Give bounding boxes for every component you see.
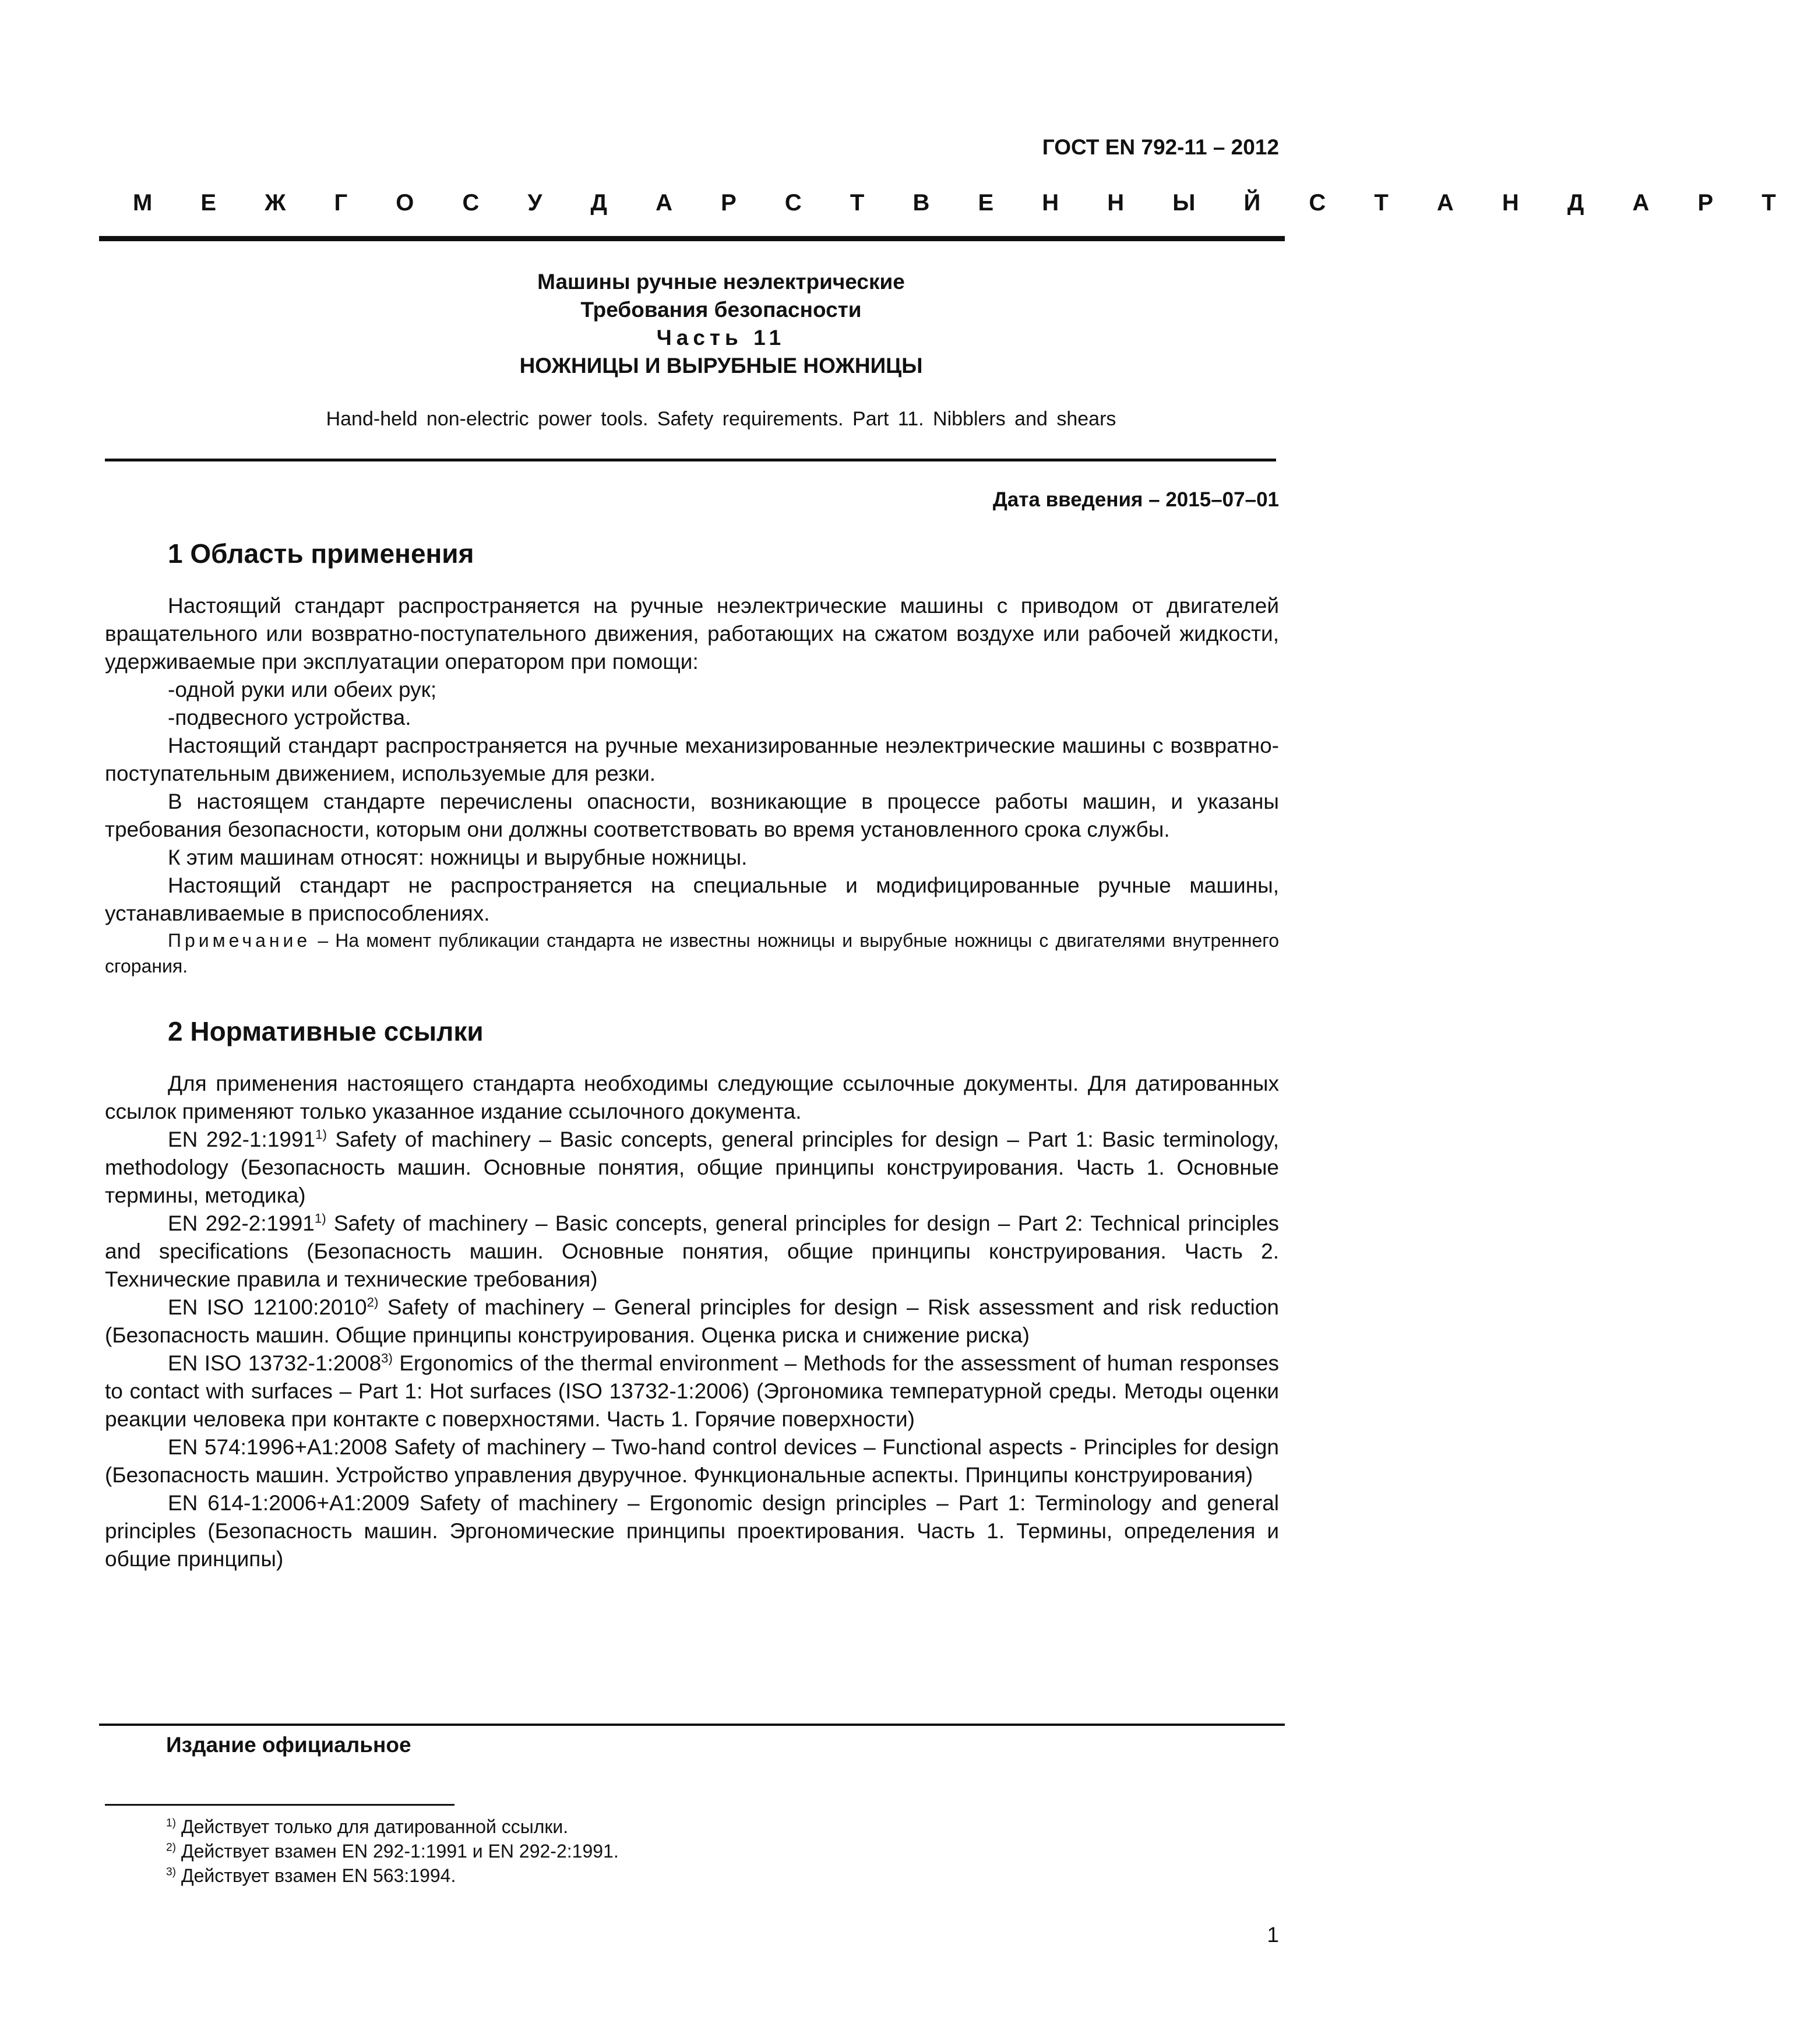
reference-code: EN 292-1:1991	[168, 1127, 316, 1151]
reference-item	[105, 1126, 1279, 1210]
official-divider	[99, 1724, 1285, 1726]
footnote	[166, 1839, 619, 1863]
title-line-2: Требования безопасности	[580, 298, 862, 322]
reference-code: EN 574:1996+A1:2008	[168, 1435, 387, 1459]
official-edition-label: Издание официальное	[166, 1733, 411, 1757]
reference-text: Safety of machinery – Basic concepts, general principles for design – Part 2: Technical principles and specifications (Безопасность машин. Основные понятия, общие принципы конструирования. Часть 2. Технические правила и технические требования)	[105, 1211, 1279, 1291]
section-1-paragraph: Настоящий стандарт распространяется на ручные механизированные неэлектрические машины с возвратно-поступательным движением, используемые для резки.	[105, 734, 1279, 785]
title-divider	[105, 459, 1276, 461]
section-1-paragraph: В настоящем стандарте перечислены опасности, возникающие в процессе работы машин, и указаны требования безопасности, которым они должны соответствовать во время установленного срока службы.	[105, 790, 1279, 841]
section-1-heading: 1 Область применения	[168, 538, 474, 569]
footnote-mark: 1)	[315, 1127, 327, 1142]
title-line-1: Машины ручные неэлектрические	[537, 270, 905, 294]
footnote-text: Действует взамен EN 563:1994.	[176, 1865, 456, 1886]
reference-code: EN 292-2:1991	[168, 1211, 315, 1235]
reference-text: Safety of machinery – Ergonomic design principles – Part 1: Terminology and general principles (Безопасность машин. Эргономические принципы проектирования. Часть 1. Термины, определения и общие принципы)	[105, 1491, 1279, 1571]
standard-type-heading: М Е Ж Г О С У Д А Р С Т В Е Н Н Ы Й С Т А Н Д А Р Т	[133, 190, 1797, 216]
footnote	[166, 1814, 619, 1839]
english-title: Hand-held non-electric power tools. Safety requirements. Part 11. Nibblers and shears	[326, 408, 1116, 430]
footnote-mark: 1)	[314, 1211, 326, 1226]
title-line-3: Часть 11	[656, 326, 786, 350]
title-line-4: НОЖНИЦЫ И ВЫРУБНЫЕ НОЖНИЦЫ	[519, 354, 923, 378]
reference-item	[105, 1489, 1279, 1573]
section-1-paragraph: Настоящий стандарт не распространяется на специальные и модифицированные ручные машины, устанавливаемые в приспособлениях.	[105, 873, 1279, 925]
note-text: – На момент публикации стандарта не известны ножницы и вырубные ножницы с двигателями внутреннего сгорания.	[105, 930, 1279, 977]
reference-code: EN 614-1:2006+A1:2009	[168, 1491, 410, 1515]
section-2-paragraph: Для применения настоящего стандарта необходимы следующие ссылочные документы. Для датированных ссылок применяют только указанное издание ссылочного документа.	[105, 1072, 1279, 1123]
footnote-mark: 2)	[367, 1295, 379, 1310]
document-body	[105, 524, 1279, 1573]
document-code: ГОСТ EN 792-11 – 2012	[1042, 135, 1279, 159]
footnotes	[166, 1814, 619, 1888]
reference-code: EN ISO 13732-1:2008	[168, 1351, 382, 1375]
footnote-text: Действует взамен EN 292-1:1991 и EN 292-2:1991.	[176, 1841, 619, 1862]
list-item: -одной руки или обеих рук;	[168, 678, 437, 702]
section-1-paragraph: К этим машинам относят: ножницы и вырубные ножницы.	[168, 845, 748, 869]
header-divider	[99, 236, 1285, 241]
reference-item	[105, 1433, 1279, 1489]
footnote-mark: 2)	[166, 1841, 177, 1854]
footnote-text: Действует только для датированной ссылки.	[176, 1816, 569, 1837]
page-number: 1	[1267, 1923, 1279, 1947]
note-label: Примечание	[168, 930, 311, 951]
introduction-date: Дата введения – 2015–07–01	[992, 488, 1279, 511]
reference-text: Ergonomics of the thermal environment – Methods for the assessment of human responses to contact with surfaces – Part 1: Hot surfaces (ISO 13732-1:2006) (Эргономика температурной среды. Методы оценки реакции человека при контакте с поверхностями. Часть 1. Горячие поверхности)	[105, 1351, 1279, 1431]
reference-text: Safety of machinery – General principles for design – Risk assessment and risk reduction (Безопасность машин. Общие принципы конструирования. Оценка риска и снижение риска)	[105, 1295, 1279, 1347]
reference-text: Safety of machinery – Basic concepts, general principles for design – Part 1: Basic terminology, methodology (Безопасность машин. Основные понятия, общие принципы конструирования. Часть 1. Основные термины, методика)	[105, 1127, 1279, 1207]
section-2-heading: 2 Нормативные ссылки	[168, 1016, 484, 1046]
reference-item	[105, 1294, 1279, 1349]
reference-text: Safety of machinery – Two-hand control devices – Functional aspects - Principles for design (Безопасность машин. Устройство управления двуручное. Функциональные аспекты. Принципы конструирования)	[105, 1435, 1279, 1487]
footnote	[166, 1863, 619, 1888]
note	[105, 928, 1279, 979]
reference-code: EN ISO 12100:2010	[168, 1295, 367, 1319]
document-title	[99, 268, 1343, 380]
footnote-mark: 3)	[381, 1351, 393, 1366]
section-1-paragraph: Настоящий стандарт распространяется на ручные неэлектрические машины с приводом от двигателей вращательного или возвратно-поступательного движения, работающих на сжатом воздухе или рабочей жидкости, удерживаемые при эксплуатации оператором при помощи:	[105, 594, 1279, 674]
footnote-mark: 1)	[166, 1817, 177, 1830]
reference-item	[105, 1210, 1279, 1294]
footnote-mark: 3)	[166, 1866, 177, 1879]
list-item: -подвесного устройства.	[168, 706, 411, 730]
footnote-divider	[105, 1804, 454, 1806]
reference-item	[105, 1349, 1279, 1433]
